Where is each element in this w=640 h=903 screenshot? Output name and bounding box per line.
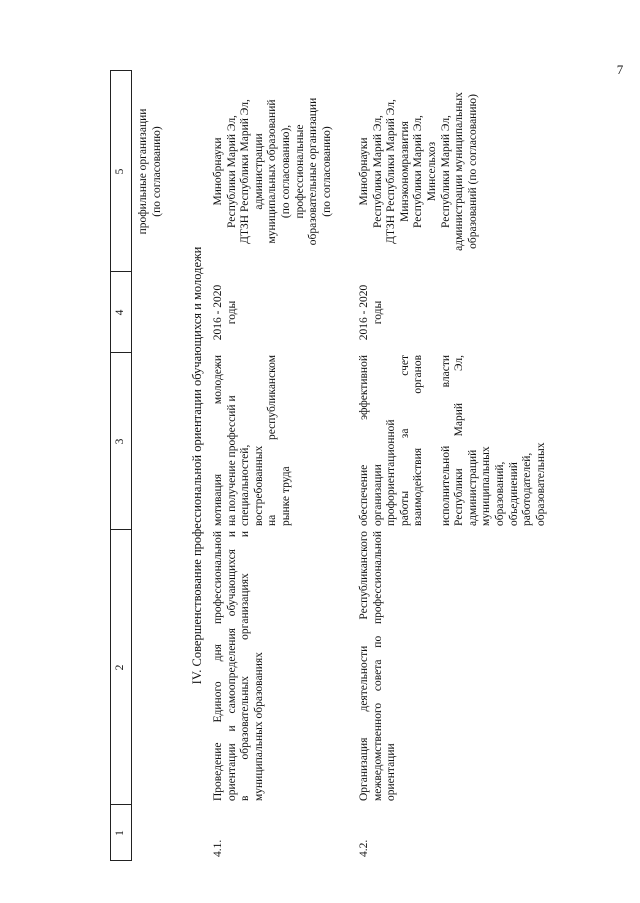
text-line: Проведение Единого дня профессиональной bbox=[212, 531, 224, 801]
column-number-4: 4 bbox=[114, 309, 126, 316]
table-header-bottom-rule bbox=[131, 70, 132, 861]
text-line: (по согласованию) bbox=[320, 126, 333, 217]
text-line: 2016 - 2020 bbox=[212, 284, 224, 341]
period-cell bbox=[212, 272, 239, 353]
event-cell bbox=[358, 531, 399, 801]
text-line: профессиональные bbox=[293, 124, 306, 219]
text-line: Республики Марий Эл, bbox=[371, 115, 384, 228]
text-line: (по согласованию) bbox=[150, 126, 163, 217]
text-line: востребованных bbox=[252, 445, 265, 526]
column-number-2: 2 bbox=[114, 664, 126, 671]
text-line: администрации муниципальных bbox=[453, 92, 466, 251]
text-line: муниципальных bbox=[480, 446, 493, 526]
text-line: Минэкономразвития bbox=[398, 121, 411, 222]
result-cell bbox=[212, 355, 294, 526]
table-sheet bbox=[110, 70, 547, 861]
text-line: Минобрнауки bbox=[212, 137, 224, 206]
text-line: профильные организации bbox=[137, 108, 149, 235]
section-heading: IV. Совершенствование профессиональной ориентации обучающихся и молодежи bbox=[190, 246, 204, 685]
column-number-1: 1 bbox=[114, 830, 126, 836]
row-number: 4.1. bbox=[212, 839, 224, 857]
text-line: Республики Марий Эл, bbox=[225, 115, 238, 228]
text-line: годы bbox=[225, 300, 238, 325]
text-line: профориентационной bbox=[385, 419, 398, 526]
text-line: исполнительной власти bbox=[439, 355, 452, 526]
text-line: Минсельхоз bbox=[425, 141, 438, 202]
text-line: Организация деятельности Республиканского bbox=[358, 531, 370, 801]
row-number: 4.2. bbox=[358, 839, 370, 857]
carry-over-executors bbox=[137, 71, 164, 272]
text-line: рынке труда bbox=[279, 466, 292, 526]
text-line: 2016 - 2020 bbox=[358, 284, 370, 341]
text-line: объединений bbox=[507, 462, 520, 526]
text-line: в образовательных организациях и bbox=[239, 531, 252, 801]
text-line: годы bbox=[371, 300, 384, 325]
text-line: Республики Марий Эл, bbox=[439, 115, 452, 228]
text-line: межведомственного совета по профессиональной bbox=[371, 531, 384, 801]
text-line-gap bbox=[426, 355, 440, 526]
text-line: взаимодействия органов bbox=[412, 355, 425, 526]
executors-cell bbox=[212, 71, 334, 272]
text-line: образований (по согласованию) bbox=[466, 94, 479, 249]
page-number: 7 bbox=[616, 62, 624, 77]
text-line: ДТЗН Республики Марий Эл, bbox=[385, 99, 398, 244]
event-cell bbox=[212, 531, 266, 801]
text-line: администраций bbox=[466, 449, 479, 526]
executors-cell bbox=[358, 71, 480, 272]
text-line: на республиканском bbox=[266, 355, 279, 526]
text-line: работы за счет bbox=[398, 355, 411, 526]
text-line: специальностей, bbox=[239, 444, 252, 526]
text-line: мотивация молодежи bbox=[212, 355, 224, 526]
text-line: организации bbox=[371, 464, 384, 526]
result-cell bbox=[358, 355, 548, 526]
text-line: ДТЗН Республики Марий Эл, bbox=[239, 99, 252, 244]
text-line: образований, bbox=[493, 461, 506, 526]
text-line: работодателей, bbox=[521, 452, 534, 526]
column-number-3: 3 bbox=[114, 438, 126, 445]
text-line: Республики Марий Эл, bbox=[412, 115, 425, 228]
text-line: образовательных bbox=[534, 442, 547, 526]
column-number-5: 5 bbox=[114, 168, 126, 175]
text-line: муниципальных образованиях bbox=[252, 652, 265, 801]
text-line: (по согласованию), bbox=[279, 124, 292, 219]
text-line: муниципальных образований bbox=[266, 99, 279, 244]
text-line: обеспечение эффективной bbox=[358, 355, 370, 526]
text-line: образовательные организации bbox=[307, 97, 320, 246]
text-line: администрации bbox=[252, 133, 265, 210]
text-line: на получение профессий и bbox=[225, 395, 238, 526]
table-header-top-rule bbox=[110, 70, 111, 861]
text-line: Минобрнауки bbox=[358, 137, 370, 206]
period-cell bbox=[358, 272, 385, 353]
text-line: Республики Марий Эл, bbox=[453, 355, 466, 526]
text-line: ориентации bbox=[385, 743, 398, 801]
text-line: ориентации и самоопределения обучающихся и bbox=[225, 531, 238, 801]
